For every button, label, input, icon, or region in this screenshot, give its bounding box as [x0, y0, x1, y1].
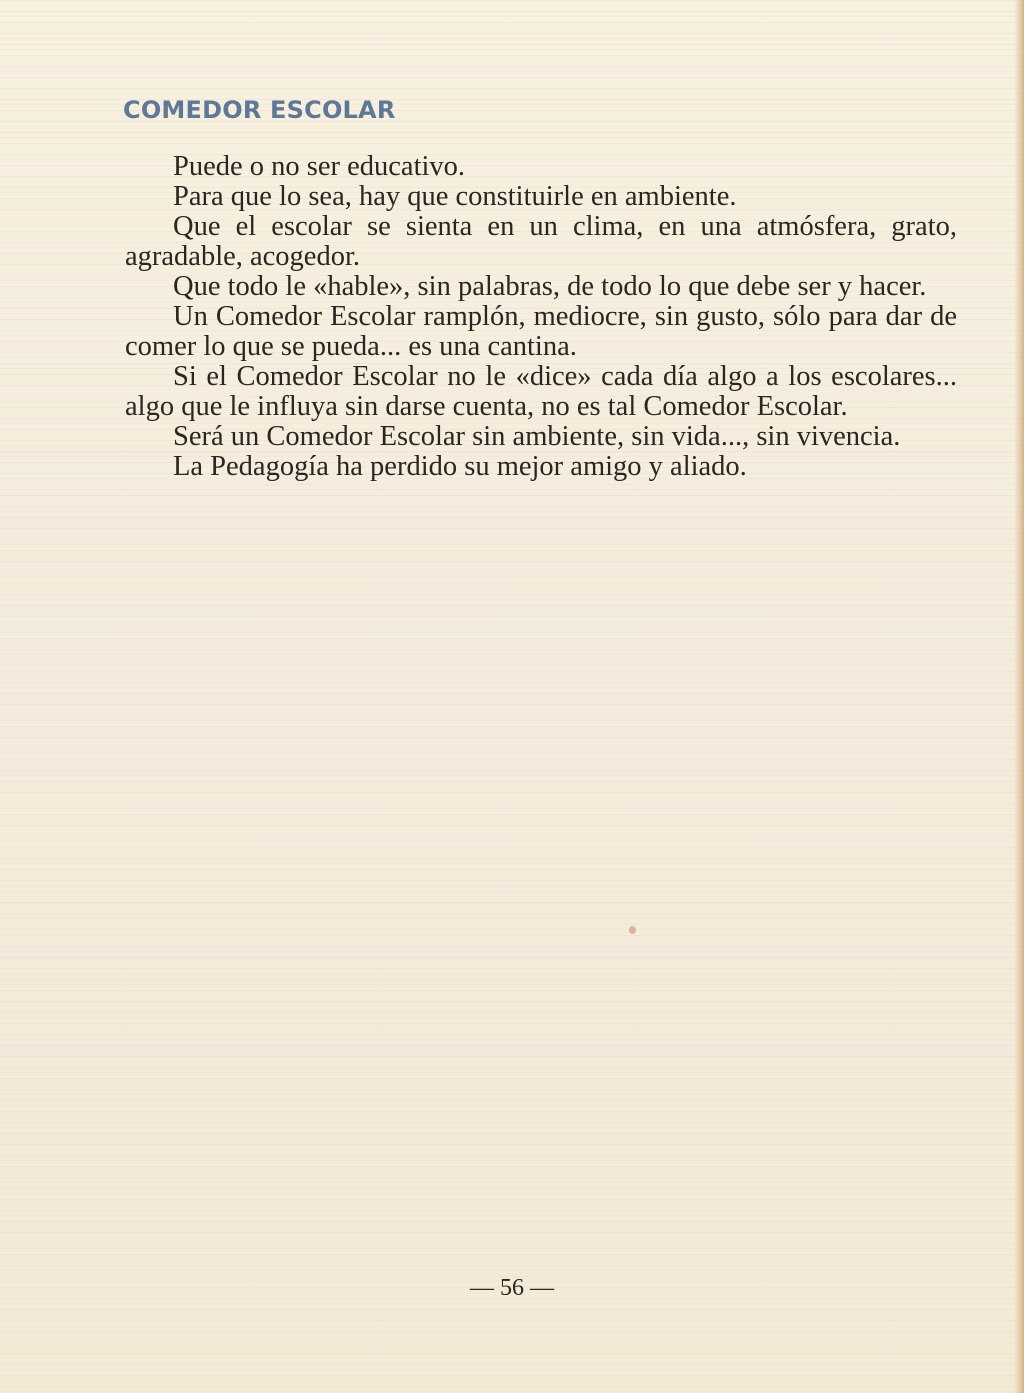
section-heading: COMEDOR ESCOLAR [123, 96, 396, 124]
page-edge-shadow [1014, 0, 1024, 1393]
paragraph-4: Que todo le «hable», sin palabras, de todo lo que debe ser y hacer. [173, 271, 927, 302]
body-text [125, 152, 957, 482]
paper-speck [629, 926, 636, 934]
paragraph-6: Si el Comedor Escolar no le «dice» cada día algo a los escolares... algo que le influya sin darse cuenta, no es tal Comedor Escolar. [125, 361, 957, 422]
paragraph-1: Puede o no ser educativo. [173, 151, 466, 182]
paragraph-2: Para que lo sea, hay que constituirle en ambiente. [173, 181, 737, 212]
paragraph-5: Un Comedor Escolar ramplón, mediocre, sin gusto, sólo para dar de comer lo que se pueda... es una cantina. [125, 301, 957, 362]
page-number: — 56 — [470, 1275, 554, 1301]
paragraph-7: Será un Comedor Escolar sin ambiente, sin vida..., sin vivencia. [173, 421, 901, 452]
paragraph-3: Que el escolar se sienta en un clima, en una atmósfera, grato, agradable, acogedor. [125, 211, 957, 272]
paragraph-8: La Pedagogía ha perdido su mejor amigo y aliado. [173, 451, 747, 482]
